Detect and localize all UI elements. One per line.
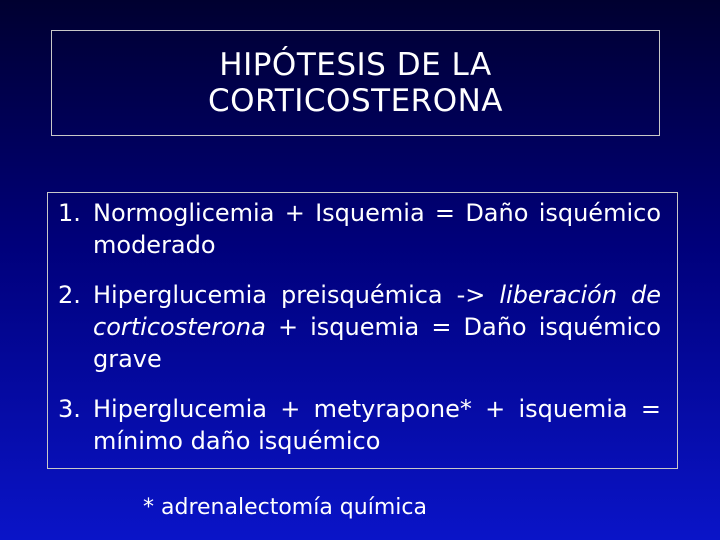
list-item-text: Normoglicemia + Isquemia = Daño isquémico moderado — [93, 199, 661, 259]
hypothesis-list — [47, 192, 678, 469]
list-item-number: 2. — [58, 281, 81, 309]
list-item — [58, 393, 661, 457]
list-item — [58, 279, 661, 375]
list-item-text-tail: + isquemia = Daño isquémico grave — [93, 313, 661, 373]
list-item-number: 3. — [58, 395, 81, 423]
list-item-number: 1. — [58, 199, 81, 227]
list-item-text: Hiperglucemia + metyrapone* + isquemia = mínimo daño isquémico — [93, 395, 661, 455]
list-item-text-lead: Hiperglucemia preisquémica -> — [93, 281, 500, 309]
footnote: * adrenalectomía química — [143, 495, 427, 520]
list-item — [58, 197, 661, 261]
slide-title-line-2: CORTICOSTERONA — [208, 83, 503, 119]
list-item-text — [93, 279, 661, 375]
title-box — [51, 30, 660, 136]
list-item-text-italic: liberación de corticosterona — [93, 281, 661, 341]
slide-title-line-1: HIPÓTESIS DE LA — [219, 47, 492, 83]
